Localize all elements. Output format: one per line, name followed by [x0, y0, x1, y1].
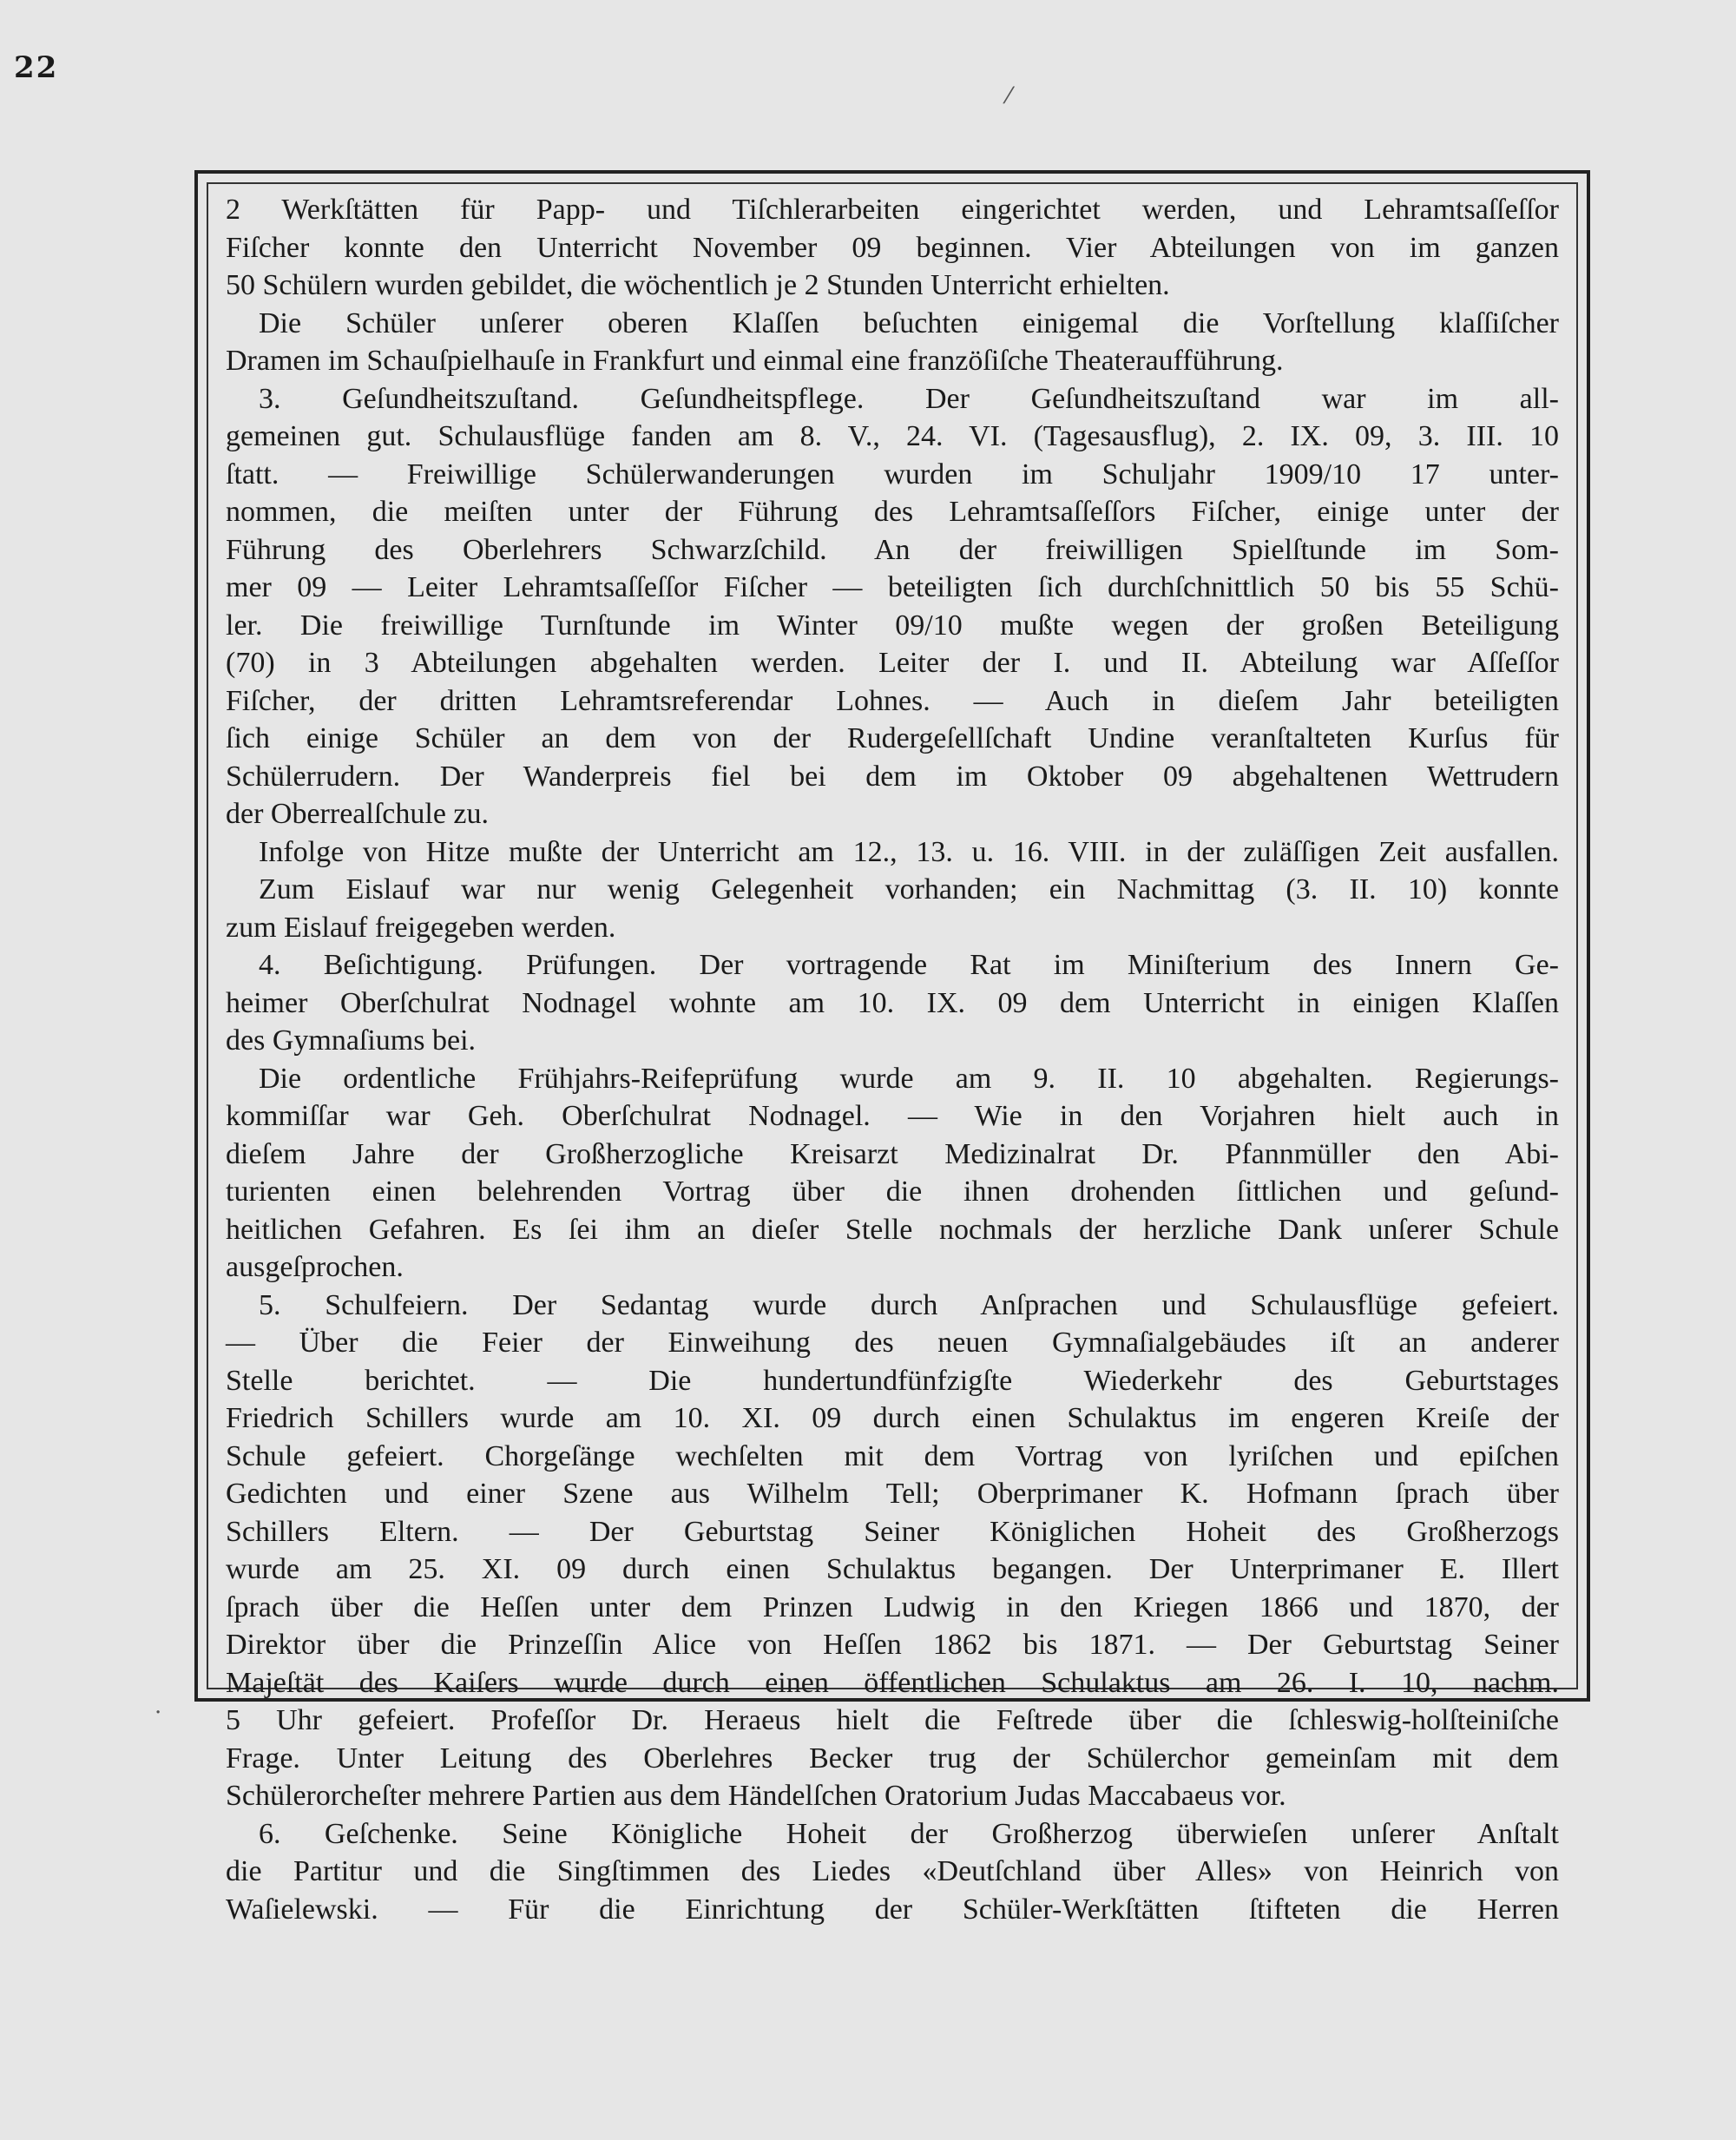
text-line: Schule gefeiert. Chorgeſänge wechſelten mit dem Vortrag von lyriſchen und epiſchen	[226, 1439, 1559, 1472]
text-body	[207, 182, 1578, 1926]
text-line: ler. Die freiwillige Turnſtunde im Winter 09/10 mußte wegen der großen Beteiligung	[226, 609, 1559, 642]
text-line: 50 Schülern wurden gebildet, die wöchentlich je 2 Stunden Unterricht erhielten.	[226, 269, 1170, 301]
text-line: ausgeſprochen.	[226, 1251, 404, 1283]
text-line: 2 Werkſtätten für Papp- und Tiſchlerarbeiten eingerichtet werden, und Lehramtsaſſeſſor	[226, 194, 1559, 226]
stray-mark-left: ·	[155, 1700, 162, 1726]
text-frame	[194, 170, 1590, 1926]
text-line: zum Eislauf freigegeben werden.	[226, 911, 616, 944]
text-line: kommiſſar war Geh. Oberſchulrat Nodnagel. — Wie in den Vorjahren hielt auch in	[226, 1100, 1559, 1132]
text-line: Waſielewski. — Für die Einrichtung der Schüler-Werkſtätten ſtifteten die Herren	[226, 1893, 1559, 1926]
text-line: Majeſtät des Kaiſers wurde durch einen öffentlichen Schulaktus am 26. I. 10, nachm.	[226, 1666, 1559, 1699]
text-line: 5. Schulfeiern. Der Sedantag wurde durch Anſprachen und Schulausflüge gefeiert.	[259, 1288, 1559, 1321]
text-line: Direktor über die Prinzeſſin Alice von Heſſen 1862 bis 1871. — Der Geburtstag Seiner	[226, 1629, 1559, 1661]
text-line: heimer Oberſchulrat Nodnagel wohnte am 10. IX. 09 dem Unterricht in einigen Klaſſen	[226, 986, 1559, 1019]
text-line: wurde am 25. XI. 09 durch einen Schulaktus begangen. Der Unterprimaner E. Illert	[226, 1553, 1559, 1585]
text-line: (70) in 3 Abteilungen abgehalten werden. Leiter der I. und II. Abteilung war Aſſeſſor	[226, 647, 1559, 679]
text-line: Schillers Eltern. — Der Geburtstag Seiner Königlichen Hoheit des Großherzogs	[226, 1515, 1559, 1548]
text-line: Schülerorcheſter mehrere Partien aus dem Händelſchen Oratorium Judas Maccabaeus vor.	[226, 1780, 1286, 1812]
text-line: mer 09 — Leiter Lehramtsaſſeſſor Fiſcher — beteiligten ſich durchſchnittlich 50 bis 55 Schü-	[226, 571, 1559, 603]
text-line: Friedrich Schillers wurde am 10. XI. 09 durch einen Schulaktus im engeren Kreiſe der	[226, 1402, 1559, 1434]
text-line: der Oberrealſchule zu.	[226, 798, 489, 830]
text-line: Dramen im Schauſpielhauſe in Frankfurt und einmal eine franzöſiſche Theateraufführung.	[226, 345, 1284, 377]
text-line: dieſem Jahre der Großherzogliche Kreisarzt Medizinalrat Dr. Pfannmüller den Abi-	[226, 1137, 1559, 1170]
text-line: Schülerrudern. Der Wanderpreis fiel bei dem im Oktober 09 abgehaltenen Wettrudern	[226, 760, 1559, 793]
text-line: Fiſcher konnte den Unterricht November 09 beginnen. Vier Abteilungen von im ganzen	[226, 231, 1559, 264]
page-number: 22	[14, 50, 59, 85]
text-line: 4. Beſichtigung. Prüfungen. Der vortragende Rat im Miniſterium des Innern Ge-	[259, 949, 1559, 981]
text-line: die Partitur und die Singſtimmen des Liedes «Deutſchland über Alles» von Heinrich von	[226, 1855, 1559, 1887]
text-line: turienten einen belehrenden Vortrag über die ihnen drohenden ſittlichen und geſund-	[226, 1175, 1559, 1208]
text-line: ſich einige Schüler an dem von der Rudergeſellſchaft Undine veranſtalteten Kurſus für	[226, 722, 1559, 754]
text-line: gemeinen gut. Schulausflüge fanden am 8. V., 24. VI. (Tagesausflug), 2. IX. 09, 3. III. 10	[226, 420, 1559, 452]
text-line: — Über die Feier der Einweihung des neuen Gymnaſialgebäudes iſt an anderer	[226, 1327, 1559, 1359]
text-line: Führung des Oberlehrers Schwarzſchild. An der freiwilligen Spielſtunde im Som-	[226, 533, 1559, 566]
text-line: 5 Uhr gefeiert. Profeſſor Dr. Heraeus hielt die Feſtrede über die ſchleswig-holſteiniſche	[226, 1704, 1559, 1736]
text-line: ſtatt. — Freiwillige Schülerwanderungen wurden im Schuljahr 1909/10 17 unter-	[226, 458, 1559, 491]
text-line: Infolge von Hitze mußte der Unterricht am 12., 13. u. 16. VIII. in der zuläſſigen Zeit ausfallen.	[259, 835, 1559, 868]
text-line: Die ordentliche Frühjahrs-Reifeprüfung wurde am 9. II. 10 abgehalten. Regierungs-	[259, 1062, 1559, 1095]
text-line: 6. Geſchenke. Seine Königliche Hoheit der Großherzog überwieſen unſerer Anſtalt	[259, 1817, 1559, 1850]
text-line: Frage. Unter Leitung des Oberlehres Becker trug der Schülerchor gemeinſam mit dem	[226, 1742, 1559, 1775]
text-line: Gedichten und einer Szene aus Wilhelm Tell; Oberprimaner K. Hofmann ſprach über	[226, 1478, 1559, 1510]
stray-mark-top: ⁄	[1007, 83, 1011, 109]
text-line: des Gymnaſiums bei.	[226, 1024, 477, 1057]
text-line: Zum Eislauf war nur wenig Gelegenheit vorhanden; ein Nachmittag (3. II. 10) konnte	[259, 873, 1559, 905]
text-line: nommen, die meiſten unter der Führung des Lehramtsaſſeſſors Fiſcher, einige unter der	[226, 496, 1559, 528]
text-line: Die Schüler unſerer oberen Klaſſen beſuchten einigemal die Vorſtellung klaſſiſcher	[259, 306, 1559, 339]
text-line: 3. Geſundheitszuſtand. Geſundheitspflege. Der Geſundheitszuſtand war im all-	[259, 382, 1559, 415]
text-line: Fiſcher, der dritten Lehramtsreferendar Lohnes. — Auch in dieſem Jahr beteiligten	[226, 684, 1559, 717]
text-line: ſprach über die Heſſen unter dem Prinzen Ludwig in den Kriegen 1866 und 1870, der	[226, 1590, 1559, 1623]
text-line: Stelle berichtet. — Die hundertundfünfzigſte Wiederkehr des Geburtstages	[226, 1364, 1559, 1397]
text-line: heitlichen Gefahren. Es ſei ihm an dieſer Stelle nochmals der herzliche Dank unſerer Schule	[226, 1213, 1559, 1246]
